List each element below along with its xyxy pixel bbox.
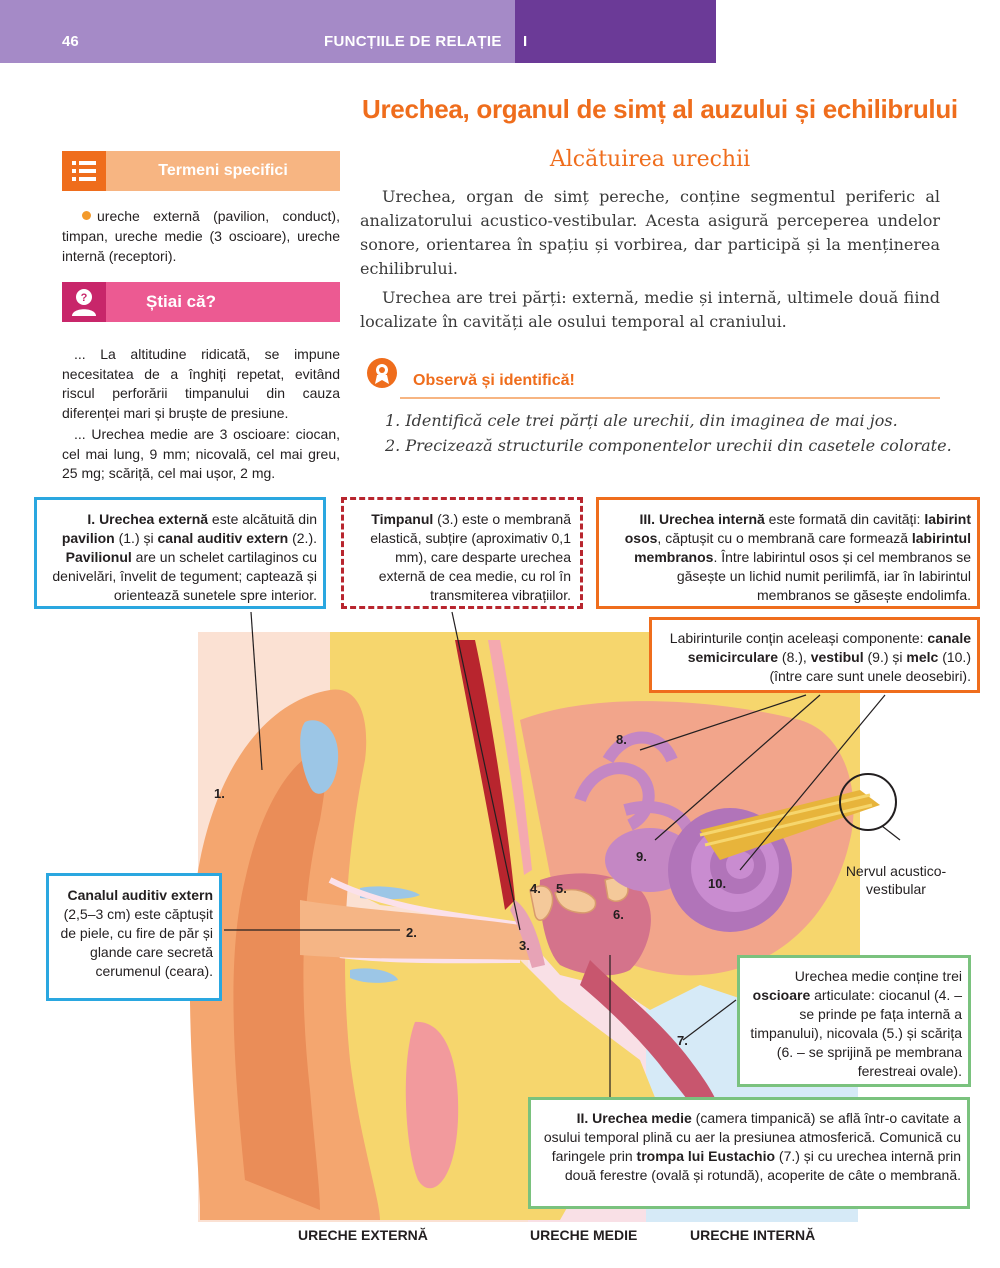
svg-text:?: ? bbox=[80, 292, 88, 304]
did-you-know-text-2: ... Urechea medie are 3 oscioare: ciocan, cel mai lung, 9 mm; nicovală, cel mai greu, 25 mg; scăriță, cel mai ușor, 2 mg. bbox=[62, 426, 340, 482]
internal-ear-box bbox=[596, 497, 980, 609]
observe-item-1: 1. Identifică cele trei părți ale urechii, din imaginea de mai jos. bbox=[385, 411, 898, 430]
middle-ear-box bbox=[528, 1097, 970, 1209]
box-text: melc bbox=[906, 649, 939, 665]
label-eustachian-tube: 7. bbox=[677, 1033, 688, 1048]
ossicles-box bbox=[737, 955, 971, 1087]
terms-body: ureche externă (pavilion, conduct), timpan, ureche medie (3 oscioare), ureche internă (receptori). bbox=[62, 208, 340, 264]
box-text: (8.), bbox=[778, 649, 811, 665]
label-pinna: 1. bbox=[214, 786, 225, 801]
terms-text bbox=[62, 206, 340, 266]
lesson-title: Urechea, organul de simț al auzului și echilibrului bbox=[362, 94, 958, 124]
box-text: (2.). bbox=[288, 530, 317, 546]
observe-title: Observă și identifică! bbox=[413, 372, 575, 389]
box-text: . Între labirintul osos și cel membranos se găsește un lichid numit perilimfă, iar în labirintul membranos se găsește endolimfa. bbox=[676, 549, 971, 603]
observe-item-2: 2. Precizează structurile componentelor urechii din casetele colorate. bbox=[385, 436, 952, 455]
box-text: (camera timpanică) se află într-o cavitate a osului temporal plină cu aer la presiunea atmosferică. Comunică cu faringele prin bbox=[543, 1110, 961, 1164]
did-you-know-text-1: ... La altitudine ridicată, se impune necesitatea de a înghiți repetat, evitând riscul perforării timpanului din cauza diferenței mari și bruște de presiune. bbox=[62, 346, 340, 421]
box-text: Urechea medie conține trei bbox=[794, 968, 962, 984]
zone-label-middle: URECHE MEDIE bbox=[530, 1227, 638, 1243]
label-incus: 5. bbox=[556, 881, 567, 896]
box-text: (3.) este o membrană elastică, subțire (aproximativ 0,1 mm), care desparte urechea externă de cea medie, cu rol în transmiterea vibrațiilor. bbox=[370, 511, 571, 603]
box-text: Timpanul bbox=[371, 511, 434, 527]
labyrinth-box bbox=[649, 617, 980, 693]
label-cochlea: 10. bbox=[708, 876, 727, 891]
box-text: , căptușit cu o membrană care formează bbox=[657, 530, 912, 546]
box-text: labirintul membranos bbox=[634, 530, 971, 565]
box-text: II. Urechea medie bbox=[576, 1110, 692, 1126]
box-text: oscioare bbox=[752, 987, 811, 1003]
label-semicircular-canals: 8. bbox=[616, 732, 627, 747]
did-you-know-header bbox=[62, 282, 340, 322]
box-text: canale semicirculare bbox=[687, 630, 971, 665]
box-text: (7.) și cu urechea internă prin două ferestre (ovală și rotundă), acoperite de câte o membrană. bbox=[564, 1148, 961, 1183]
label-vestibule: 9. bbox=[636, 849, 647, 864]
chapter-number: I bbox=[523, 33, 528, 50]
box-text: vestibul bbox=[810, 649, 864, 665]
box-text: are un schelet cartilaginos cu denivelări, învelit de tegument; captează și orientează sunetele spre interior. bbox=[52, 549, 317, 603]
box-text: Pavilionul bbox=[65, 549, 132, 565]
page-number: 46 bbox=[62, 33, 79, 50]
divider bbox=[400, 397, 940, 399]
box-text: canal auditiv extern bbox=[157, 530, 289, 546]
box-text: este alcătuită din bbox=[208, 511, 317, 527]
box-text: (2,5–3 cm) este căptușit de piele, cu fire de păr și glande care secretă cerumenul (ceara). bbox=[60, 906, 213, 979]
box-text: trompa lui Eustachio bbox=[636, 1148, 776, 1164]
eardrum-box bbox=[341, 497, 583, 609]
label-eardrum: 3. bbox=[519, 938, 530, 953]
box-text: I. Urechea externă bbox=[87, 511, 209, 527]
zone-label-internal: URECHE INTERNĂ bbox=[690, 1227, 816, 1243]
terms-title: Termeni specifici bbox=[158, 162, 288, 179]
zone-label-external: URECHE EXTERNĂ bbox=[298, 1227, 428, 1243]
chapter-title: FUNCȚIILE DE RELAȚIE bbox=[324, 33, 502, 50]
box-text: (1.) și bbox=[114, 530, 158, 546]
box-text: articulate: ciocanul (4. – se prinde pe fața internă a timpanului), nicovala (5.) și scărița (6. – se sprijină pe membrana ferestreai ovale). bbox=[750, 987, 962, 1079]
paragraph-intro: Urechea, organ de simț pereche, conține segmentul periferic al analizatorului acustico-vestibular. Acesta asigură perceperea undelor sonore, orientarea în spațiu și vorbirea, dar participă și la menținerea echilibrului. bbox=[360, 187, 940, 278]
bullet-icon bbox=[82, 211, 91, 220]
box-text: este formată din cavități: bbox=[764, 511, 925, 527]
did-you-know-title: Știai că? bbox=[146, 292, 216, 311]
label-nerve: Nervul acustico-vestibular bbox=[845, 863, 947, 897]
box-text: Labirinturile conțin aceleași componente: bbox=[669, 630, 928, 646]
question-person-icon bbox=[62, 282, 106, 322]
list-icon bbox=[62, 151, 106, 191]
box-text: pavilion bbox=[61, 530, 115, 546]
box-text: (10.) (între care sunt unele deosebiri). bbox=[769, 649, 971, 684]
box-text: labirint osos bbox=[624, 511, 971, 546]
paragraph-parts: Urechea are trei părți: externă, medie și internă, ultimele două fiind localizate în cavități ale osului temporal al craniului. bbox=[360, 288, 940, 331]
box-text: III. Urechea internă bbox=[639, 511, 765, 527]
external-ear-box bbox=[34, 497, 326, 609]
ear-canal-box bbox=[46, 873, 222, 1001]
label-malleus: 4. bbox=[530, 881, 541, 896]
box-text: Canalul auditiv extern bbox=[67, 887, 213, 903]
label-stapes: 6. bbox=[613, 907, 624, 922]
label-ear-canal: 2. bbox=[406, 925, 417, 940]
medal-icon bbox=[367, 358, 397, 388]
terms-header bbox=[62, 151, 340, 191]
section-title: Alcătuirea urechii bbox=[549, 147, 751, 172]
box-text: (9.) și bbox=[863, 649, 907, 665]
